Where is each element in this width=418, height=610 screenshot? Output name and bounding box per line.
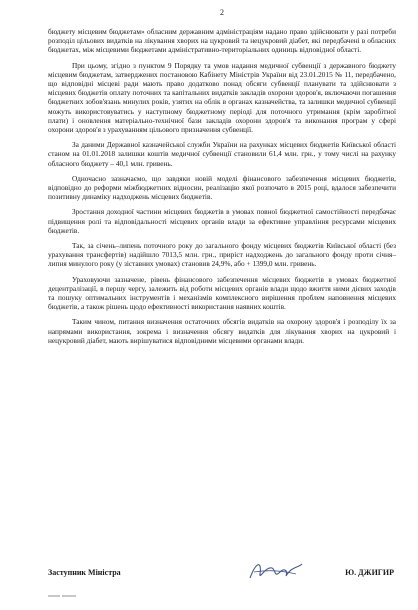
paragraph-5: Зростання доходної частини місцевих бюджетів в умовах повної бюджетної самостійності передбачає підвищення ролі та відповідальності місцевих органів влади за ефективне управління ресурсами місцевих бюджетів.	[48, 207, 396, 235]
page-number: 2	[220, 8, 224, 17]
signatory-name: Ю. ДЖИГИР	[345, 568, 394, 577]
signature-block	[48, 566, 396, 586]
footer-mark-icon	[48, 594, 78, 599]
handwritten-signature-icon	[246, 558, 306, 584]
paragraph-1: бюджету місцевим бюджетам» обласним державним адміністраціям надано право здійснювати у разі потреби розподіл цільових видатків на лікування хворих на цукровий та нецукровий діабет, які передбачені в обласних бюджетах, між місцевими бюджетами адміністративно-територіальних одиниць відповідної області.	[48, 27, 396, 55]
paragraph-8: Таким чином, питання визначення остаточних обсягів видатків на охорону здоров'я і розподілу їх за напрямами використання, зокрема і визначення обсягу видатків для лікування хворих на цукровий і нецукровий діабет, мають вирішуватися відповідними місцевими органами влади.	[48, 317, 396, 345]
signatory-title: Заступник Міністра	[48, 568, 121, 577]
paragraph-7: Ураховуючи зазначене, рівень фінансового забезпечення місцевих бюджетів в умовах бюджетної децентралізації, в першу чергу, залежить від роботи місцевих органів влади щодо вжиття ними дієвих заходів та пошуку оптимальних інструментів і механізмів комплексного вирішення проблем наповнення місцевих бюджетів, а також рішень щодо ефективності використання наявних коштів.	[48, 274, 396, 312]
footer-note	[48, 594, 78, 600]
paragraph-4: Одночасно зазначаємо, що завдяки новій моделі фінансового забезпечення місцевих бюджетів, відповідно до реформи міжбюджетних відносин, реалізацію якої розпочато в 2015 році, вдалося забезпечити позитивну динаміку надходжень місцевих бюджетів.	[48, 173, 396, 202]
paragraph-2: При цьому, згідно з пунктом 9 Порядку та умов надання медичної субвенції з державного бюджету місцевим бюджетам, затверджених постановою Кабінету Міністрів України від 23.01.2015 № 11, передбачено, що відповідні місцеві ради мають право додатково понад обсяги субвенції планувати та здійснювати з місцевих бюджетів оплату поточних та капітальних видатків закладів охорони здоров'я, включаючи погашення бюджетних зобов'язань минулих років, узятих на облік в органах казначейства, та залишки медичної субвенції можуть використовуватись у наступному бюджетному періоді для поточного утримання (крім заробітної плати) і оновлення матеріально-технічної бази закладів охорони здоров'я та виконання програм у сфері охорони здоров'я з урахуванням цільового призначення субвенції.	[48, 60, 396, 135]
paragraph-3: За даними Державної казначейської служби України на рахунках місцевих бюджетів Київської області станом на 01.01.2018 залишки коштів медичної субвенції становили 61,4 млн. грн., у тому числі на рахунку обласного бюджету – 40,1 млн. гривень.	[48, 140, 396, 168]
paragraph-6: Так, за січень–липень поточного року до загального фонду місцевих бюджетів Київської області (без урахування трансфертів) надійшло 7013,5 млн. грн., приріст надходжень до загального фонду проти січня–липня минулого року (у зіставних умовах) становив 24,9%, або + 1399,0 млн. гривень.	[48, 241, 396, 269]
